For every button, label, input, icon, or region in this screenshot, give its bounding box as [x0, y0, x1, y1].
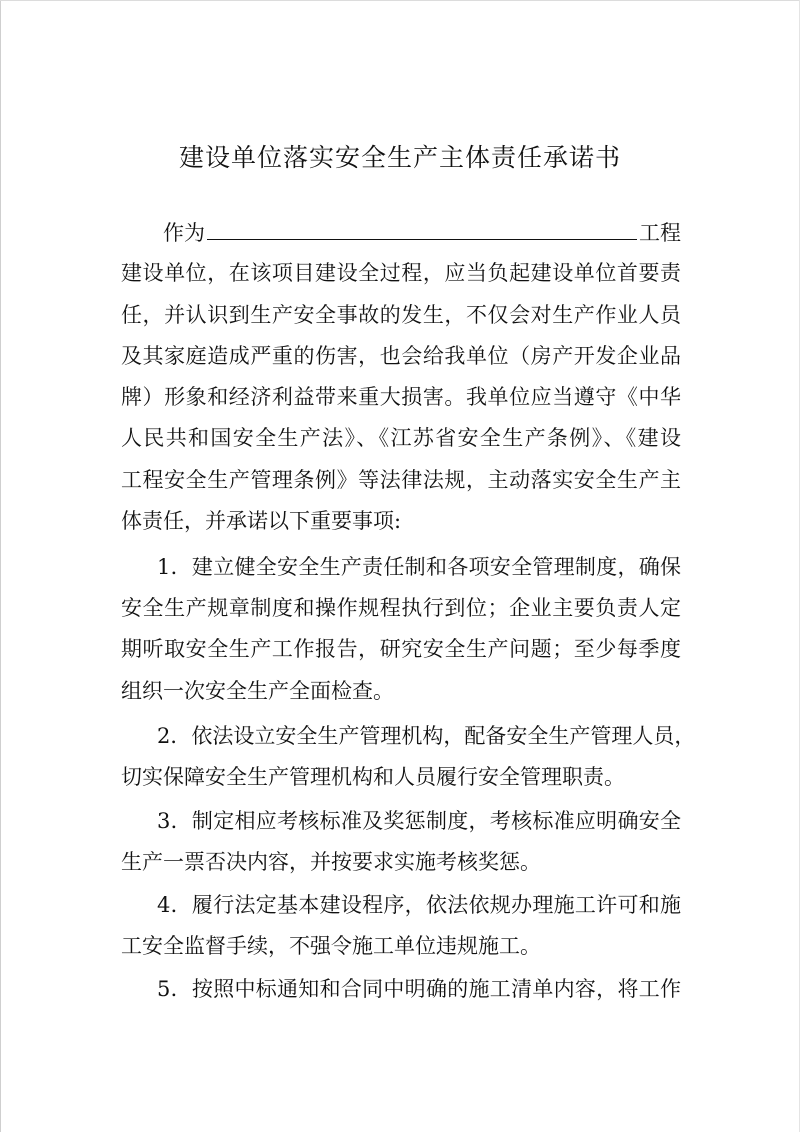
page-edge-top — [0, 0, 800, 1]
item-3-line: 3．制定相应考核标准及奖惩制度，考核标准应明确安全 — [157, 809, 681, 833]
paragraph-line: 及其家庭造成严重的伤害，也会给我单位（房产开发企业品 — [121, 344, 681, 368]
item-4-line: 工安全监督手续，不强令施工单位违规施工。 — [121, 934, 541, 958]
paragraph-line: 任，并认识到生产安全事故的发生，不仅会对生产作业人员 — [121, 303, 681, 327]
item-2-line: 2．依法设立安全生产管理机构，配备安全生产管理人员， — [157, 724, 696, 748]
item-1-line: 组织一次安全生产全面检查。 — [121, 679, 394, 703]
item-3-line: 生产一票否决内容，并按要求实施考核奖惩。 — [121, 850, 541, 874]
intro-suffix: 工程 — [639, 221, 681, 245]
paragraph-line: 牌）形象和经济利益带来重大损害。我单位应当遵守《中华 — [121, 385, 681, 409]
project-name-blank — [207, 217, 637, 240]
item-1-line: 安全生产规章制度和操作规程执行到位；企业主要负责人定 — [121, 596, 681, 620]
paragraph-line: 体责任，并承诺以下重要事项: — [121, 509, 402, 533]
intro-first-line — [163, 217, 681, 248]
paragraph-line: 工程安全生产管理条例》等法律法规，主动落实安全生产主 — [121, 468, 681, 492]
item-4-line: 4．履行法定基本建设程序，依法依规办理施工许可和施 — [157, 893, 681, 917]
item-1-line: 期听取安全生产工作报告，研究安全生产问题；至少每季度 — [121, 637, 681, 661]
item-2-line: 切实保障安全生产管理机构和人员履行安全管理职责。 — [121, 765, 625, 789]
item-1-line: 1．建立健全安全生产责任制和各项安全管理制度，确保 — [157, 555, 681, 579]
item-5-line: 5．按照中标通知和合同中明确的施工清单内容，将工作 — [157, 977, 681, 1001]
paragraph-line: 人民共和国安全生产法》、《江苏省安全生产条例》、《建设 — [121, 426, 681, 450]
intro-prefix: 作为 — [163, 221, 205, 245]
paragraph-line: 建设单位，在该项目建设全过程，应当负起建设单位首要责 — [121, 261, 681, 285]
document-title: 建设单位落实安全生产主体责任承诺书 — [178, 143, 621, 172]
